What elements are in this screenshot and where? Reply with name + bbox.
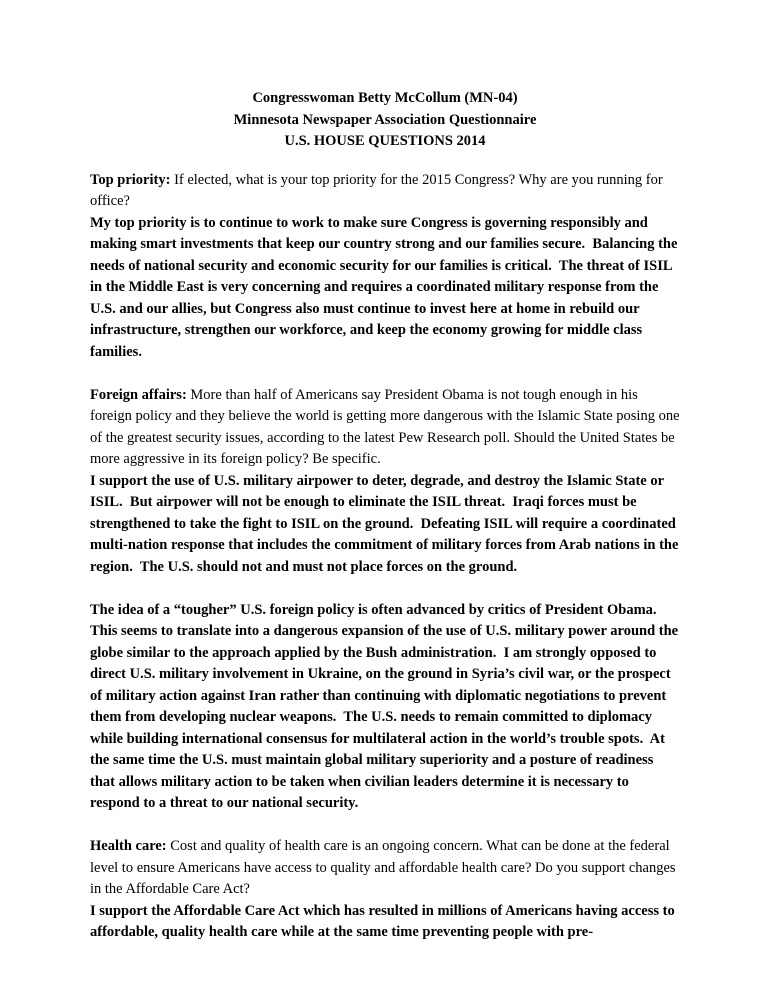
title-line-organization: Minnesota Newspaper Association Questionnaire [233,111,537,128]
question-paragraph-foreign-affairs [90,385,684,471]
title-line-subject: U.S. HOUSE QUESTIONS 2014 [284,133,486,149]
question-text-health-care: Cost and quality of health care is an ongoing concern. What can be done at the federal level to ensure Americans have access to quality and affordable health care? Do you support changes in the Affordable Care Act? [90,838,680,897]
answer-paragraph-foreign-affairs-2: The idea of a “tougher” U.S. foreign policy is often advanced by critics of President Obama. This seems to translate into a dangerous expansion of the use of U.S. military power around the globe similar to the approach applied by the Bush administration. I am strongly opposed to direct U.S. military involvement in Ukraine, on the ground in Syria’s civil war, or the prospect of military action against Iran rather than continuing with diplomatic negotiations to prevent them from developing nuclear weapons. The U.S. needs to remain committed to diplomacy while building international consensus for multilateral action in the world’s trouble spots. At the same time the U.S. must maintain global military superiority and a posture of readiness that allows military action to be taken when civilian leaders determine it is necessary to respond to a threat to our national security. [90,601,682,811]
question-label-foreign-affairs: Foreign affairs: [90,386,187,403]
question-label-top-priority: Top priority: [90,171,171,188]
answer-paragraph-foreign-affairs-1: I support the use of U.S. military airpower to deter, degrade, and destroy the Islamic State or ISIL. But airpower will not be enough to eliminate the ISIL threat. Iraqi forces must be strengthened to take the fight to ISIL on the ground. Defeating ISIL will require a coordinated multi-nation response that includes the commitment of military forces from Arab nations in the region. The U.S. should not and must not place forces on the ground. [90,472,683,575]
question-text-foreign-affairs: More than half of Americans say President Obama is not tough enough in his foreign policy and they believe the world is getting more dangerous with the Islamic State posing one of the greatest security issues, according to the latest Pew Research poll. Should the United States be more aggressive in its foreign policy? Be specific. [90,386,684,467]
question-label-health-care: Health care: [90,838,167,854]
question-text-top-priority: If elected, what is your top priority for the 2015 Congress? Why are you running for office? [90,171,667,209]
document-header [90,88,680,153]
section-top-priority [90,170,680,364]
title-line-author: Congresswoman Betty McCollum (MN-04) [252,90,518,106]
section-health-care [90,836,680,944]
answer-paragraph-health-care: I support the Affordable Care Act which has resulted in millions of Americans having access to affordable, quality health care while at the same time preventing people with pre- [90,902,679,940]
answer-paragraph-top-priority: My top priority is to continue to work to make sure Congress is governing responsibly and making smart investments that keep our country strong and our families secure. Balancing the needs of national security and economic security for our families is critical. The threat of ISIL in the Middle East is very concerning and requires a coordinated military response from the U.S. and our allies, but Congress also must continue to invest here at home in rebuild our infrastructure, strengthen our workforce, and keep the economy growing for middle class families. [90,214,682,360]
question-paragraph-top-priority [90,170,680,213]
section-foreign-affairs [90,385,684,815]
question-paragraph-health-care [90,836,680,901]
